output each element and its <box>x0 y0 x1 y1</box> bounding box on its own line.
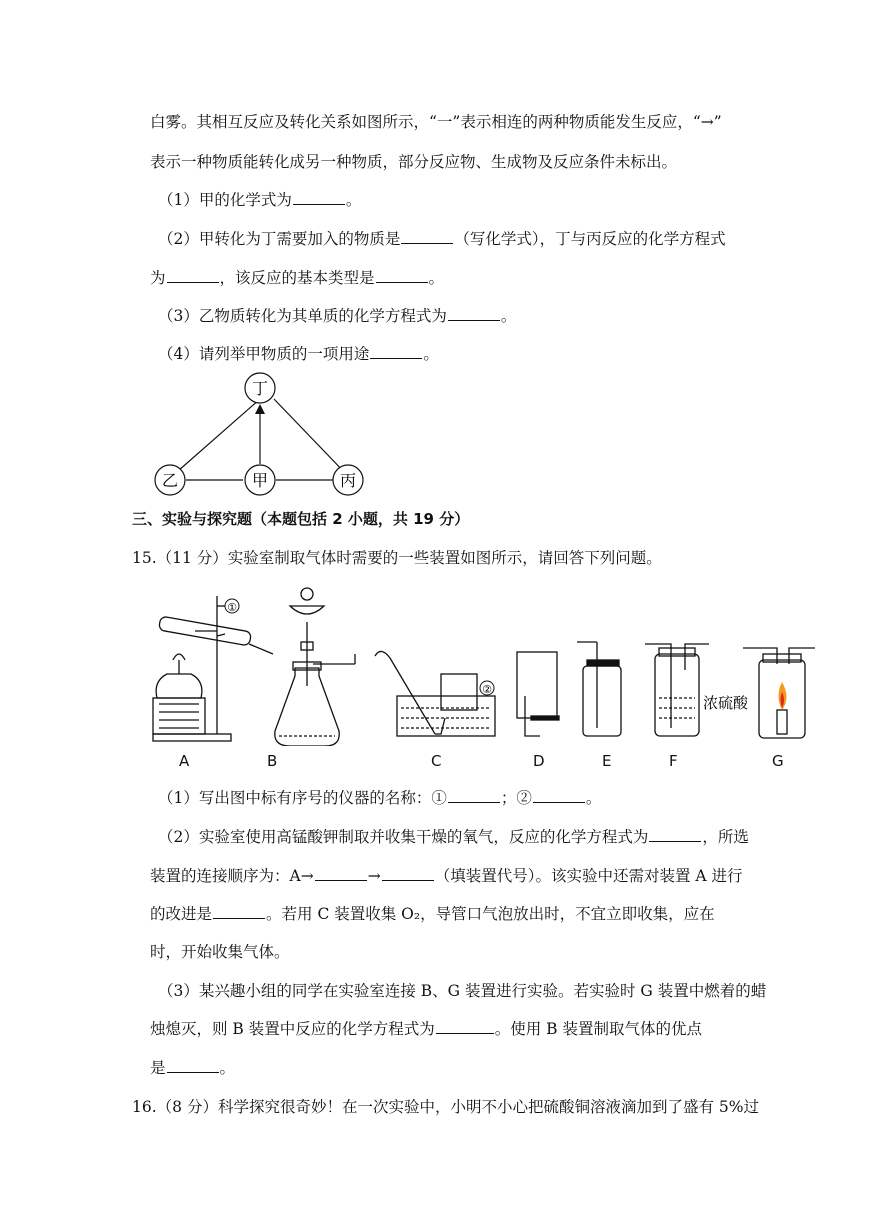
q14-part2-line1 <box>158 229 726 249</box>
q15-part3-text-a: 烛熄灭，则 B 装置中反应的化学方程式为 <box>150 1020 435 1038</box>
relation-diagram <box>150 372 380 500</box>
apparatus-d <box>517 652 559 736</box>
edge-ding-yi <box>170 399 260 478</box>
label-a: A <box>179 752 190 770</box>
q15-part1-end: 。 <box>585 789 602 807</box>
label-d: D <box>533 752 545 770</box>
q14-intro-line2: 表示一种物质能转化成另一种物质，部分反应物、生成物及反应条件未标出。 <box>150 153 678 171</box>
q15-part3-end: 。 <box>219 1059 236 1077</box>
q14-part1-end: 。 <box>345 191 362 209</box>
answer-blank[interactable] <box>649 827 701 842</box>
edge-ding-bing <box>274 399 348 476</box>
answer-blank[interactable] <box>370 344 422 359</box>
apparatus-c <box>375 651 495 736</box>
q15-part2-text-b: ，所选 <box>702 828 749 846</box>
answer-blank[interactable] <box>448 788 500 803</box>
answer-blank[interactable] <box>401 229 453 244</box>
q14-part3-text: （3）乙物质转化为其单质的化学方程式为 <box>158 307 447 325</box>
q14-part2-text-a: （2）甲转化为丁需要加入的物质是 <box>158 230 401 248</box>
answer-blank[interactable] <box>167 1058 219 1073</box>
q14-part3 <box>158 306 516 326</box>
node-jia-label: 甲 <box>251 471 269 490</box>
q15-part2-line2 <box>150 866 743 886</box>
mark-1-label: ① <box>227 601 237 614</box>
answer-blank[interactable] <box>448 306 500 321</box>
answer-blank[interactable] <box>382 866 434 881</box>
apparatus-f <box>645 644 709 736</box>
q15-part1-sep: ；② <box>500 789 532 807</box>
q14-part2-text-e: 。 <box>428 269 445 287</box>
answer-blank[interactable] <box>436 1019 494 1034</box>
answer-blank[interactable] <box>315 866 367 881</box>
q14-part1-text: （1）甲的化学式为 <box>158 191 292 209</box>
q15-part2-line4: 时，开始收集气体。 <box>150 943 290 961</box>
node-bing-label: 丙 <box>339 471 357 490</box>
label-b: B <box>267 752 278 770</box>
q14-part2-text-d: ，该反应的基本类型是 <box>219 269 375 287</box>
q14-intro-line1: 白雾。其相互反应及转化关系如图所示，“一”表示相连的两种物质能发生反应，“→” <box>150 113 722 131</box>
q16-stem: 16.（8 分）科学探究很奇妙！在一次实验中，小明不小心把硫酸铜溶液滴加到了盛有 5%过 <box>132 1098 759 1116</box>
apparatus-b <box>275 588 355 746</box>
q15-part2-line3 <box>150 904 715 924</box>
node-yi-label: 乙 <box>161 471 179 490</box>
section3-heading: 三、实验与探究题（本题包括 2 小题，共 19 分） <box>132 510 470 528</box>
q14-part3-end: 。 <box>500 307 517 325</box>
node-ding-label: 丁 <box>251 379 269 398</box>
q15-part2-text-e: 的改进是 <box>150 905 213 923</box>
q15-part2-text-f: 。若用 C 装置收集 O₂，导管口气泡放出时，不宜立即收集，应在 <box>266 905 715 923</box>
q15-part3-text-b: 。使用 B 装置制取气体的优点 <box>494 1020 702 1038</box>
acid-label: 浓硫酸 <box>703 694 749 712</box>
label-g: G <box>772 752 784 770</box>
mark-2-label: ② <box>482 683 492 696</box>
q14-part1 <box>158 190 361 210</box>
answer-blank[interactable] <box>293 190 345 205</box>
apparatus-a <box>153 596 273 741</box>
answer-blank[interactable] <box>167 268 219 283</box>
arrow-head <box>255 404 265 414</box>
apparatus-e <box>577 642 621 736</box>
q15-part2-line1 <box>158 827 749 847</box>
q14-part4 <box>158 344 439 364</box>
q14-part2-text-c: 为 <box>150 269 166 287</box>
q15-part2-text-c: 装置的连接顺序为：A→ <box>150 867 314 885</box>
q14-part4-text: （4）请列举甲物质的一项用途 <box>158 345 370 363</box>
q15-part3-line3 <box>150 1058 235 1078</box>
q14-part4-end: 。 <box>423 345 439 363</box>
q15-part1-text: （1）写出图中标有序号的仪器的名称：① <box>158 789 447 807</box>
q15-part3-text-c: 是 <box>150 1059 166 1077</box>
q15-stem: 15.（11 分）实验室制取气体时需要的一些装置如图所示，请回答下列问题。 <box>132 549 662 567</box>
answer-blank[interactable] <box>213 904 265 919</box>
q15-part2-text-a: （2）实验室使用高锰酸钾制取并收集干燥的氧气，反应的化学方程式为 <box>158 828 649 846</box>
q15-part1 <box>158 788 601 808</box>
answer-blank[interactable] <box>533 788 585 803</box>
q15-part3-line1: （3）某兴趣小组的同学在实验室连接 B、G 装置进行实验。若实验时 G 装置中燃着的蜡 <box>158 982 767 1000</box>
label-f: F <box>669 752 678 770</box>
label-e: E <box>602 752 612 770</box>
q15-part3-line2 <box>150 1019 702 1039</box>
q14-part2-line2 <box>150 268 444 288</box>
answer-blank[interactable] <box>376 268 428 283</box>
q14-part2-text-b: （写化学式），丁与丙反应的化学方程式 <box>454 230 726 248</box>
apparatus-figure <box>145 586 815 746</box>
q15-part2-text-d: （填装置代号）。该实验中还需对装置 A 进行 <box>434 867 743 885</box>
label-c: C <box>431 752 442 770</box>
q15-part2-arrow: → <box>367 867 381 885</box>
